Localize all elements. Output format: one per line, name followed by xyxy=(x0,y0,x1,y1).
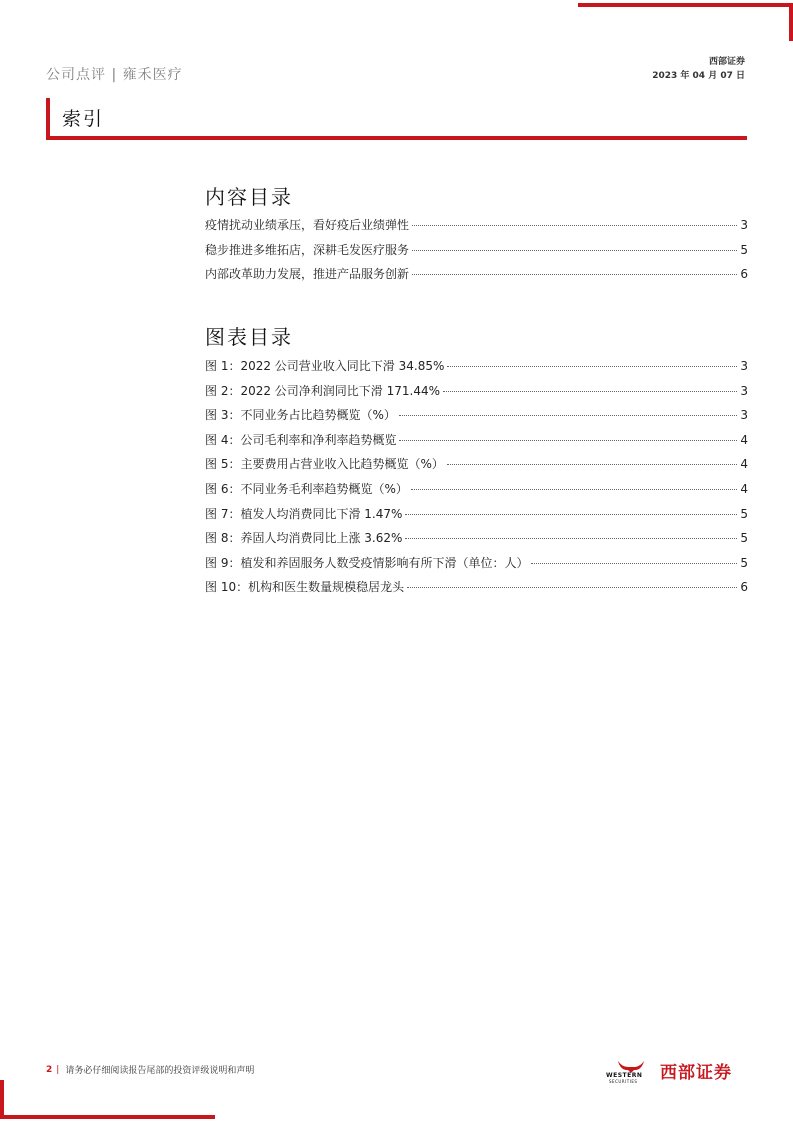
page-number: 2 xyxy=(46,1064,53,1075)
corner-accent-bottom-left-vertical xyxy=(0,1080,4,1119)
corner-accent-top-right-vertical xyxy=(789,3,793,41)
leader-dots xyxy=(405,538,737,539)
footer-separator: | xyxy=(56,1064,60,1075)
leader-dots xyxy=(399,415,738,416)
firm-logo xyxy=(606,1058,732,1083)
page-footer xyxy=(46,1063,254,1076)
leader-dots xyxy=(412,274,737,275)
leader-dots xyxy=(531,563,737,564)
leader-dots xyxy=(447,366,737,367)
bull-icon xyxy=(606,1059,656,1083)
index-divider xyxy=(46,136,747,140)
figure-entry[interactable]: 图 10：机构和医生数量规模稳居龙头 6 xyxy=(205,580,748,595)
disclaimer-notice: 请务必仔细阅读报告尾部的投资评级说明和声明 xyxy=(65,1066,255,1076)
firm-name: 西部证券 xyxy=(708,57,745,67)
leader-dots xyxy=(443,391,737,392)
index-marker xyxy=(46,98,50,136)
figure-entry[interactable]: 图 5：主要费用占营业收入比趋势概览（%） 4 xyxy=(205,457,748,472)
leader-dots xyxy=(405,514,737,515)
leader-dots xyxy=(447,464,738,465)
corner-accent-bottom-left xyxy=(0,1115,215,1119)
figure-entry[interactable]: 图 3：不同业务占比趋势概览（%） 3 xyxy=(205,408,748,423)
report-date: 2023 年 04 月 07 日 xyxy=(652,71,745,81)
leader-dots xyxy=(399,440,737,441)
figures-title: 图表目录 xyxy=(205,325,293,349)
index-title: 索引 xyxy=(62,108,105,130)
figure-entry[interactable]: 图 8：养固人均消费同比上涨 3.62% 5 xyxy=(205,531,748,546)
figure-entry[interactable]: 图 1：2022 公司营业收入同比下滑 34.85% 3 xyxy=(205,359,748,373)
figure-entry[interactable]: 图 7：植发人均消费同比下滑 1.47% 5 xyxy=(205,506,748,521)
corner-accent-top-right xyxy=(578,3,793,7)
figures-list xyxy=(205,357,748,603)
leader-dots xyxy=(407,587,737,588)
figure-entry[interactable]: 图 2：2022 公司净利润同比下滑 171.44% 3 xyxy=(205,383,748,398)
figure-entry[interactable]: 图 9：植发和养固服务人数受疫情影响有所下滑（单位：人） 5 xyxy=(205,555,748,570)
logo-en-bottom: SECURITIES xyxy=(609,1078,638,1084)
contents-list xyxy=(205,216,748,290)
report-category: 公司点评 | 雍禾医疗 xyxy=(46,67,183,83)
figure-entry[interactable]: 图 4：公司毛利率和净利率趋势概览 4 xyxy=(205,432,748,447)
contents-title: 内容目录 xyxy=(205,185,293,209)
toc-entry[interactable]: 内部改革助力发展，推进产品服务创新 6 xyxy=(205,267,748,282)
leader-dots xyxy=(412,250,737,251)
toc-entry[interactable]: 疫情扰动业绩承压，看好疫后业绩弹性 3 xyxy=(205,218,748,232)
figure-entry[interactable]: 图 6：不同业务毛利率趋势概览（%） 4 xyxy=(205,481,748,496)
toc-entry[interactable]: 稳步推进多维拓店，深耕毛发医疗服务 5 xyxy=(205,242,748,257)
logo-cn: 西部证券 xyxy=(660,1063,732,1083)
leader-dots xyxy=(411,489,738,490)
leader-dots xyxy=(412,225,737,226)
logo-en-top: WESTERN xyxy=(606,1071,643,1079)
